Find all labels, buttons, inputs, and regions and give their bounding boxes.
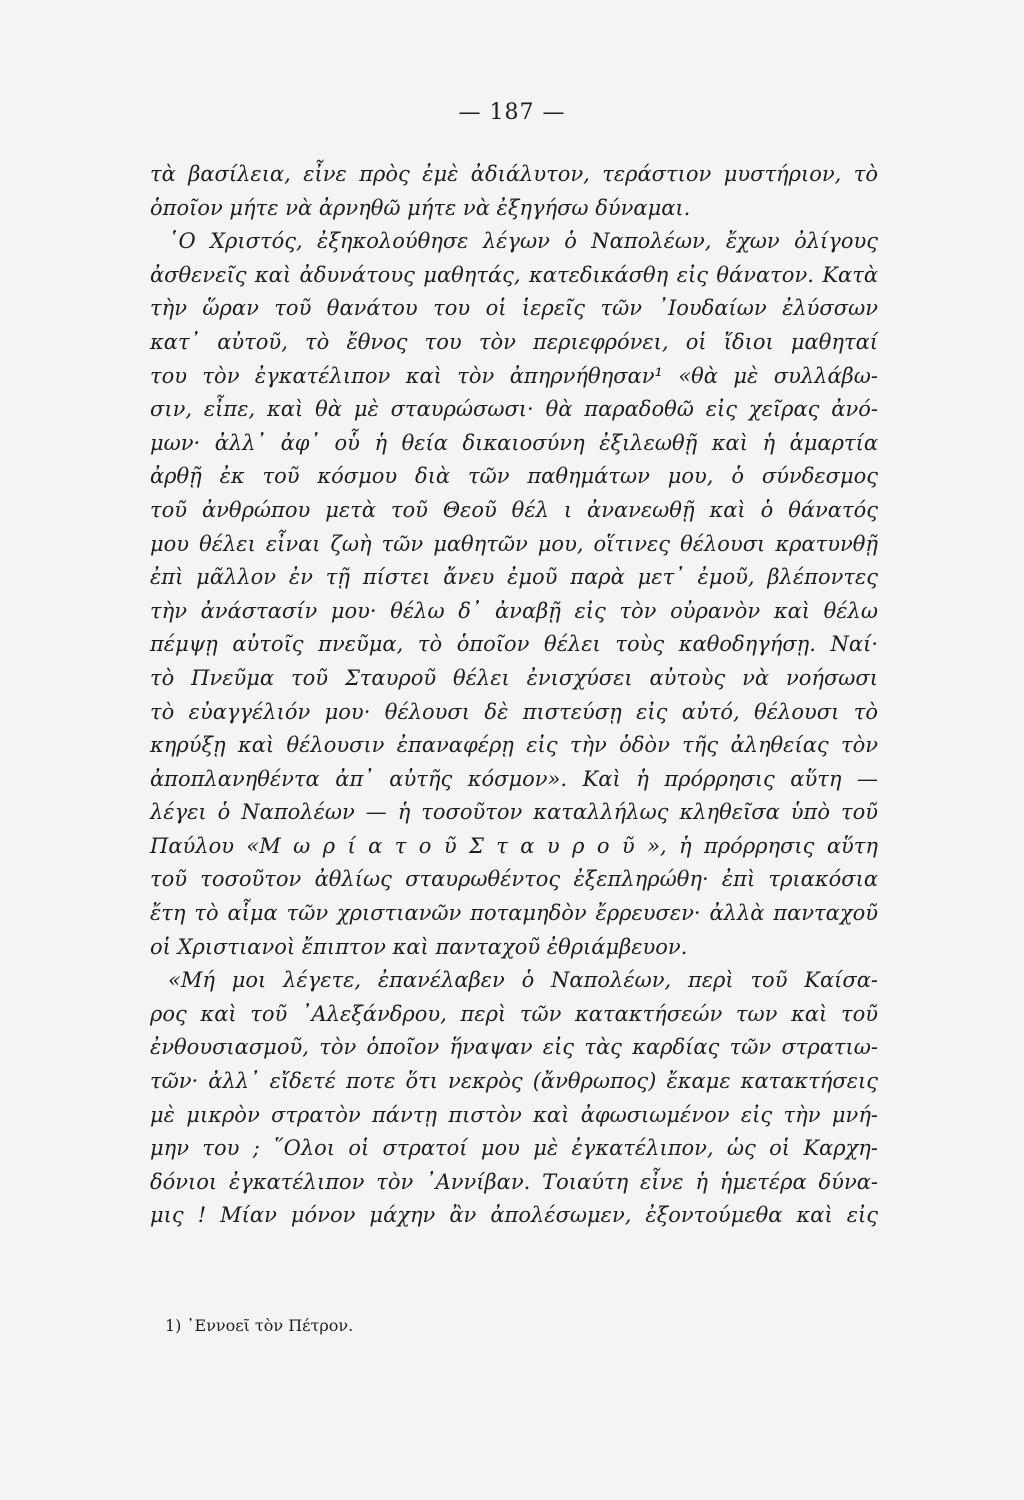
text-line: κατ᾿ αὐτοῦ, τὸ ἔθνος του τὸν περιεφρόνει, οἱ ἴδιοι μαθηταί bbox=[150, 329, 878, 354]
text-line: οἱ Χριστιανοὶ ἔπιπτον καὶ πανταχοῦ ἐθριάμβευον. bbox=[150, 934, 688, 959]
text-line: Παύλου «Μ ω ρ ί α τ ο ῦ Σ τ α υ ρ ο ῦ », ἡ πρόρρησις αὕτη bbox=[150, 833, 878, 858]
text-line: ὁποῖον μήτε νὰ ἀρνηθῶ μήτε νὰ ἐξηγήσω δύναμαι. bbox=[150, 195, 691, 220]
text-line: ἀρθῇ ἐκ τοῦ κόσμου διὰ τῶν παθημάτων μου, ὁ σύνδεσμος bbox=[150, 464, 878, 489]
page-number: — 187 — bbox=[458, 100, 566, 125]
text-line: λέγει ὁ Ναπολέων — ἡ τοσοῦτον καταλλήλως κληθεῖσα ὑπὸ τοῦ bbox=[150, 800, 878, 825]
text-line: δόνιοι ἐγκατέλιπον τὸν ᾿Αννίβαν. Τοιαύτη εἶνε ἡ ἡμετέρα δύνα- bbox=[150, 1169, 878, 1194]
text-line: τὸ εὐαγγέλιόν μου· θέλουσι δὲ πιστεύσῃ εἰς αὐτό, θέλουσι τὸ bbox=[150, 699, 878, 724]
text-line: του τὸν ἐγκατέλιπον καὶ τὸν ἀπηρνήθησαν¹ «θὰ μὲ συλλάβω- bbox=[150, 363, 878, 388]
text-line: τῶν· ἀλλ᾿ εἴδετέ ποτε ὅτι νεκρὸς (ἄνθρωπος) ἔκαμε κατακτήσεις bbox=[150, 1069, 878, 1094]
footnote: 1) ᾿Εννοεῖ τὸν Πέτρον. bbox=[165, 1316, 354, 1335]
text-line: τοῦ τοσοῦτον ἀθλίως σταυρωθέντος ἐξεπληρώθη· ἐπὶ τριακόσια bbox=[150, 867, 878, 892]
text-line: κηρύξῃ καὶ θέλουσιν ἐπαναφέρῃ εἰς τὴν ὁδὸν τῆς ἀληθείας τὸν bbox=[150, 733, 878, 758]
body-text bbox=[150, 158, 878, 1233]
text-line: ἀσθενεῖς καὶ ἀδυνάτους μαθητάς, κατεδικάσθη εἰς θάνατον. Κατὰ bbox=[150, 262, 878, 287]
text-line: μου θέλει εἶναι ζωὴ τῶν μαθητῶν μου, οἵτινες θέλουσι κρατυνθῇ bbox=[150, 531, 878, 556]
text-line: μις ! Μίαν μόνον μάχην ἂν ἀπολέσωμεν, ἐξοντούμεθα καὶ εἰς bbox=[150, 1203, 878, 1228]
text-line: ρος καὶ τοῦ ᾿Αλεξάνδρου, περὶ τῶν κατακτήσεών των καὶ τοῦ bbox=[150, 1001, 878, 1026]
text-line: ἀποπλανηθέντα ἀπ᾿ αὐτῆς κόσμον». Καὶ ἡ πρόρρησις αὕτη — bbox=[150, 766, 878, 791]
text-line: τὴν ὥραν τοῦ θανάτου του οἱ ἱερεῖς τῶν ᾿Ιουδαίων ἐλύσσων bbox=[150, 296, 878, 321]
text-line: ῾Ο Χριστός, ἐξηκολούθησε λέγων ὁ Ναπολέων, ἔχων ὀλίγους bbox=[168, 229, 878, 254]
text-line: τὸ Πνεῦμα τοῦ Σταυροῦ θέλει ἐνισχύσει αὐτοὺς νὰ νοήσωσι bbox=[150, 665, 878, 690]
text-line: τὰ βασίλεια, εἶνε πρὸς ἐμὲ ἀδιάλυτον, τεράστιον μυστήριον, τὸ bbox=[150, 162, 878, 186]
text-line: τὴν ἀνάστασίν μου· θέλω δ᾿ ἀναβῇ εἰς τὸν οὐρανὸν καὶ θέλω bbox=[150, 598, 878, 623]
text-line: ἐπὶ μᾶλλον ἐν τῇ πίστει ἄνευ ἐμοῦ παρὰ μετ᾿ ἐμοῦ, βλέποντες bbox=[150, 565, 878, 590]
text-line: πέμψῃ αὐτοῖς πνεῦμα, τὸ ὁποῖον θέλει τοὺς καθοδηγήσῃ. Ναί· bbox=[150, 632, 878, 657]
text-line: ἐνθουσιασμοῦ, τὸν ὁποῖον ἥναψαν εἰς τὰς καρδίας τῶν στρατιω- bbox=[150, 1035, 878, 1060]
text-line: τοῦ ἀνθρώπου μετὰ τοῦ Θεοῦ θέλ ι ἀνανεωθῇ καὶ ὁ θάνατός bbox=[150, 497, 878, 522]
text-line: ἔτη τὸ αἷμα τῶν χριστιανῶν ποταμηδὸν ἔρρευσεν· ἀλλὰ πανταχοῦ bbox=[150, 901, 878, 926]
text-line: μην του ; ῞Ολοι οἱ στρατοί μου μὲ ἐγκατέλιπον, ὡς οἱ Καρχη- bbox=[150, 1136, 878, 1161]
text-line: μων· ἀλλ᾿ ἀφ᾿ οὗ ἡ θεία δικαιοσύνη ἐξιλεωθῇ καὶ ἡ ἁμαρτία bbox=[150, 430, 878, 455]
text-line: σιν, εἶπε, καὶ θὰ μὲ σταυρώσωσι· θὰ παραδοθῶ εἰς χεῖρας ἀνό- bbox=[150, 397, 878, 422]
text-line: «Μή μοι λέγετε, ἐπανέλαβεν ὁ Ναπολέων, περὶ τοῦ Καίσα- bbox=[168, 968, 878, 993]
text-line: μὲ μικρὸν στρατὸν πάντῃ πιστὸν καὶ ἀφωσιωμένον εἰς τὴν μνή- bbox=[150, 1102, 878, 1127]
